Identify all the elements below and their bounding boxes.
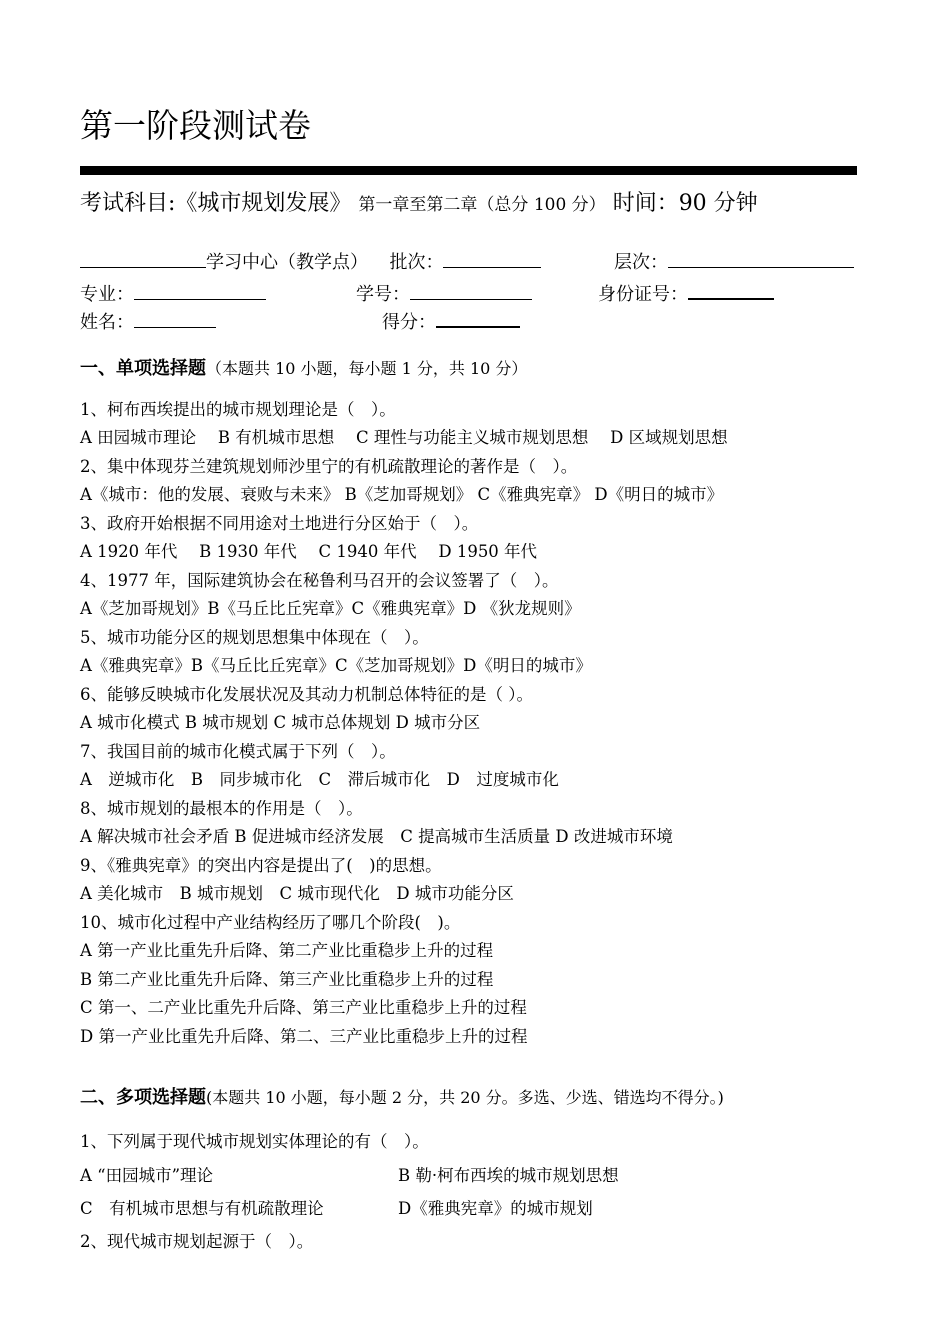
section-1-note: （本题共 10 小题，每小题 1 分，共 10 分） (206, 359, 528, 378)
major-label: 专业： (80, 284, 134, 305)
s2-question-2: 2、现代城市规划起源于（ ）。 (80, 1232, 314, 1251)
score-label: 得分： (382, 312, 436, 333)
s2-q1-option-b: B 勒·柯布西埃的城市规划思想 (398, 1166, 619, 1185)
title-divider (80, 166, 857, 175)
batch-label: 批次： (389, 252, 444, 273)
name-field (80, 308, 216, 334)
subject-name: 考试科目:《城市规划发展》 (80, 191, 352, 216)
score-blank[interactable] (436, 308, 520, 328)
s1-line: A 美化城市 B 城市规划 C 城市现代化 D 城市功能分区 (80, 884, 514, 903)
center-blank[interactable] (80, 249, 206, 268)
s1-line: A《城市：他的发展、衰败与未来》 B《芝加哥规划》 C《雅典宪章》 D《明日的城市》 (80, 485, 724, 504)
section-1-heading (80, 354, 527, 380)
s1-line: 8、城市规划的最根本的作用是（ ）。 (80, 799, 363, 818)
center-label: 学习中心（教学点） (206, 252, 368, 273)
exam-time: 时间：90 分钟 (612, 191, 758, 216)
score-field (382, 308, 520, 334)
s2-q1-option-d: D《雅典宪章》的城市规划 (398, 1199, 593, 1218)
subject-scope: 第一章至第二章（总分 100 分） (358, 195, 606, 215)
s2-q1-option-c: C 有机城市思想与有机疏散理论 (80, 1199, 324, 1218)
student-no-label: 学号： (356, 284, 410, 305)
s1-line: C 第一、二产业比重先升后降、第三产业比重稳步上升的过程 (80, 998, 527, 1017)
s1-line: A 田园城市理论 B 有机城市思想 C 理性与功能主义城市规划思想 D 区域规划思想 (80, 428, 728, 447)
student-no-blank[interactable] (410, 281, 532, 300)
info-row-1 (80, 248, 541, 274)
id-card-field (598, 280, 774, 306)
s1-line: A 1920 年代 B 1930 年代 C 1940 年代 D 1950 年代 (80, 542, 538, 561)
exam-subject-line (80, 186, 758, 217)
s1-line: 9、《雅典宪章》的突出内容是提出了( )的思想。 (80, 856, 442, 875)
major-field (80, 280, 266, 306)
s1-line: 6、能够反映城市化发展状况及其动力机制总体特征的是（ ）。 (80, 685, 533, 704)
s1-line: 3、政府开始根据不同用途对土地进行分区始于（ ）。 (80, 514, 479, 533)
name-blank[interactable] (134, 309, 216, 328)
s1-line: 5、城市功能分区的规划思想集中体现在（ ）。 (80, 628, 429, 647)
s1-line: 2、集中体现芬兰建筑规划师沙里宁的有机疏散理论的著作是（ ）。 (80, 457, 578, 476)
name-label: 姓名： (80, 312, 134, 333)
s1-line: A 城市化模式 B 城市规划 C 城市总体规划 D 城市分区 (80, 713, 481, 732)
s1-line: A《芝加哥规划》B《马丘比丘宪章》C《雅典宪章》D 《狄龙规则》 (80, 599, 581, 618)
s2-question-1: 1、下列属于现代城市规划实体理论的有（ ）。 (80, 1132, 429, 1151)
s1-line: 7、我国目前的城市化模式属于下列（ ）。 (80, 742, 396, 761)
student-no-field (356, 280, 532, 306)
level-field (614, 248, 854, 274)
level-label: 层次： (614, 252, 668, 273)
s1-line: A 逆城市化 B 同步城市化 C 滞后城市化 D 过度城市化 (80, 770, 559, 789)
section-1-title: 一、单项选择题 (80, 358, 206, 379)
section-2-title: 二、多项选择题 (80, 1087, 206, 1108)
s1-line: B 第二产业比重先升后降、第三产业比重稳步上升的过程 (80, 970, 494, 989)
level-blank[interactable] (668, 249, 854, 268)
s1-line: 10、城市化过程中产业结构经历了哪几个阶段( )。 (80, 913, 461, 932)
s2-q1-option-a: A “田园城市”理论 (80, 1166, 214, 1185)
s1-line: 1、柯布西埃提出的城市规划理论是（ ）。 (80, 400, 396, 419)
s1-line: A 第一产业比重先升后降、第二产业比重稳步上升的过程 (80, 941, 494, 960)
major-blank[interactable] (134, 281, 266, 300)
id-card-blank[interactable] (688, 280, 774, 300)
section-2-note: (本题共 10 小题，每小题 2 分，共 20 分。多选、少选、错选均不得分。) (206, 1088, 724, 1107)
section-2-heading (80, 1083, 724, 1109)
s1-line: A 解决城市社会矛盾 B 促进城市经济发展 C 提高城市生活质量 D 改进城市环境 (80, 827, 673, 846)
id-card-label: 身份证号： (598, 284, 688, 305)
batch-blank[interactable] (443, 249, 541, 268)
s1-line: D 第一产业比重先升后降、第二、三产业比重稳步上升的过程 (80, 1027, 528, 1046)
page-title: 第一阶段测试卷 (80, 106, 311, 145)
s1-line: A《雅典宪章》B《马丘比丘宪章》C《芝加哥规划》D《明日的城市》 (80, 656, 592, 675)
s1-line: 4、1977 年，国际建筑协会在秘鲁利马召开的会议签署了（ ）。 (80, 571, 559, 590)
